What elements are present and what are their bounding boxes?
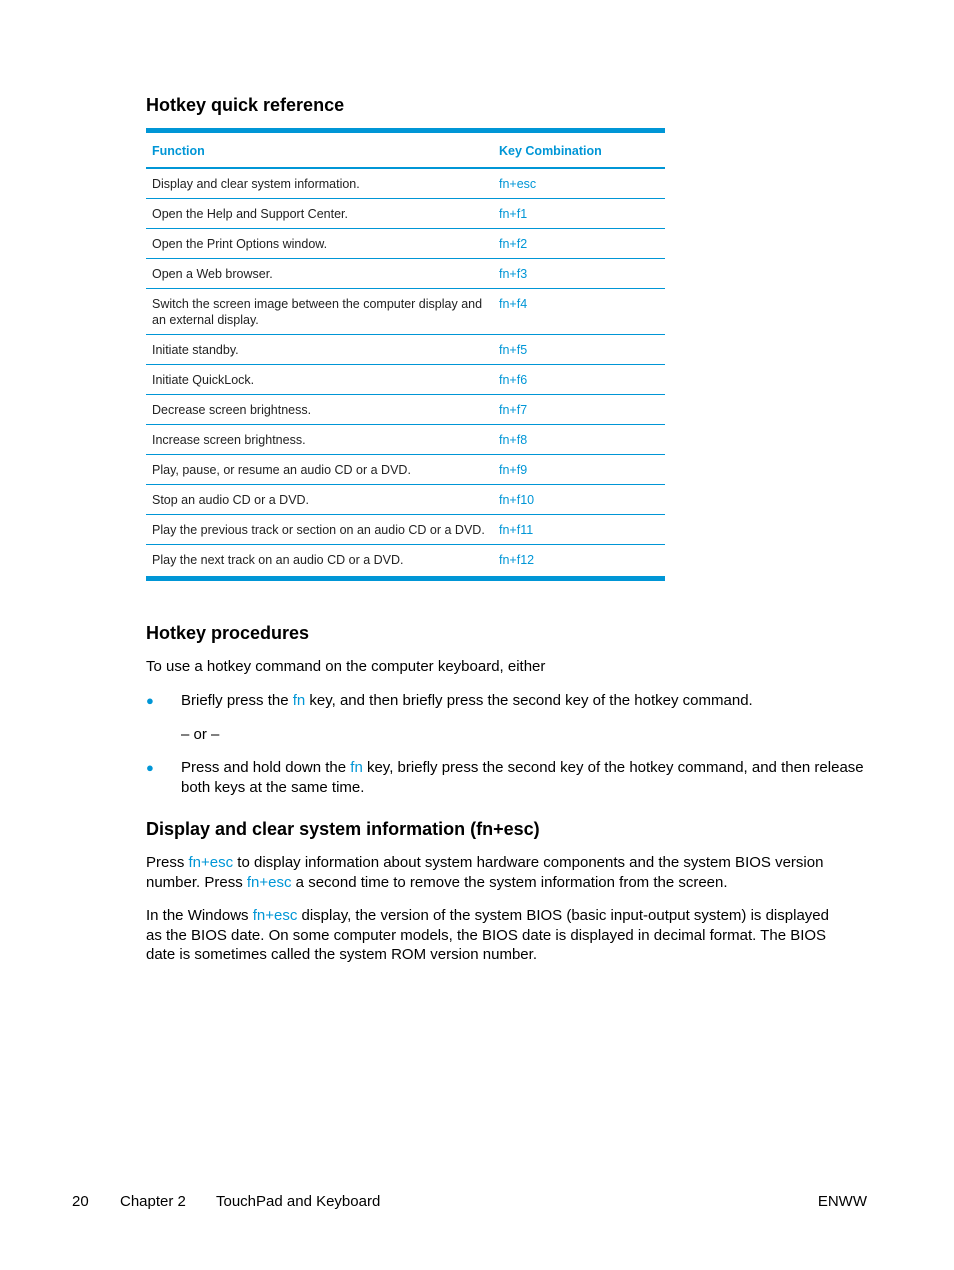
column-header-key-combination: Key Combination: [493, 131, 665, 169]
function-cell: Display and clear system information.: [146, 168, 493, 199]
procedures-intro: To use a hotkey command on the computer keyboard, either: [146, 658, 546, 675]
footer-chapter: Chapter 2: [120, 1193, 186, 1210]
text-run: In the Windows: [146, 907, 253, 924]
table-row: [146, 515, 665, 545]
hotkey-reference: fn+esc: [252, 907, 298, 924]
hotkey-reference: fn+esc: [246, 873, 292, 891]
function-cell: Initiate standby.: [146, 335, 493, 365]
fn-key-reference: fn: [350, 759, 363, 776]
key-cell: fn+f12: [499, 553, 535, 567]
table-row: [146, 485, 665, 515]
table-row: [146, 168, 665, 199]
table-row: [146, 229, 665, 259]
function-cell: Play, pause, or resume an audio CD or a DVD.: [146, 455, 493, 485]
key-cell: fn+f3: [493, 259, 665, 289]
key-cell: fn+f10: [493, 485, 665, 515]
key-cell: fn+f7: [493, 395, 665, 425]
section-heading-quick-reference: Hotkey quick reference: [146, 95, 345, 115]
key-cell: fn+f11: [493, 515, 665, 545]
key-cell: fn+f5: [493, 335, 665, 365]
page-number: 20: [72, 1193, 89, 1210]
table-row: [146, 455, 665, 485]
hotkey-reference: fn+esc: [188, 854, 234, 871]
table-row: [146, 289, 665, 335]
footer-chapter-title: TouchPad and Keyboard: [216, 1193, 381, 1210]
column-header-function: Function: [146, 131, 493, 169]
section-heading-procedures: Hotkey procedures: [146, 623, 310, 643]
footer-locale-code: ENWW: [817, 1193, 867, 1210]
function-cell: Open a Web browser.: [146, 259, 493, 289]
text-run: to display information about system hardware components and the system BIOS version number. Press: [146, 854, 824, 891]
key-cell: fn+f1: [493, 199, 665, 229]
function-cell: Play the next track on an audio CD or a DVD.: [152, 553, 404, 567]
section-heading-display-clear: Display and clear system information (fn+esc): [146, 819, 540, 839]
key-cell: fn+f8: [493, 425, 665, 455]
text-run: Press and hold down the: [181, 759, 351, 776]
bullet-text: [181, 691, 866, 711]
table-row: [146, 395, 665, 425]
function-cell: Open the Print Options window.: [146, 229, 493, 259]
text-run: a second time to remove the system information from the screen.: [291, 873, 728, 891]
function-cell: Decrease screen brightness.: [146, 395, 493, 425]
function-cell: Initiate QuickLock.: [146, 365, 493, 395]
table-row: [146, 259, 665, 289]
display-paragraph-2: [146, 906, 836, 965]
bullet-icon: ●: [146, 760, 154, 775]
fn-key-reference: fn: [292, 692, 306, 709]
bullet-icon: ●: [146, 693, 154, 708]
key-cell: fn+f4: [493, 289, 665, 335]
table-row: [146, 425, 665, 455]
key-cell: fn+f6: [493, 365, 665, 395]
function-cell: Stop an audio CD or a DVD.: [146, 485, 493, 515]
or-separator: – or –: [181, 726, 220, 743]
function-cell: Switch the screen image between the computer display and an external display.: [146, 289, 493, 335]
hotkey-table: [146, 128, 665, 581]
table-row: [146, 545, 665, 579]
function-cell: Open the Help and Support Center.: [146, 199, 493, 229]
key-cell: fn+f2: [493, 229, 665, 259]
function-cell: Play the previous track or section on an audio CD or a DVD.: [146, 515, 493, 545]
text-run: key, briefly press the second key of the hotkey command, and then release both keys at the same time.: [181, 759, 864, 796]
table-row: [146, 365, 665, 395]
key-cell: fn+f9: [493, 455, 665, 485]
text-run: key, and then briefly press the second key of the hotkey command.: [305, 692, 753, 709]
text-run: Press: [146, 854, 189, 871]
text-run: display, the version of the system BIOS (basic input-output system) is displayed as the BIOS date. On some computer models, the BIOS date is displayed in decimal format. The BIOS date is sometimes called the system ROM version number.: [146, 907, 829, 963]
function-cell: Increase screen brightness.: [146, 425, 493, 455]
key-cell: fn+esc: [493, 168, 665, 199]
table-header-row: [146, 131, 665, 169]
table-row: [146, 199, 665, 229]
bullet-text: [181, 758, 866, 797]
table-row: [146, 335, 665, 365]
text-run: Briefly press the: [181, 692, 293, 709]
display-paragraph-1: [146, 853, 836, 892]
